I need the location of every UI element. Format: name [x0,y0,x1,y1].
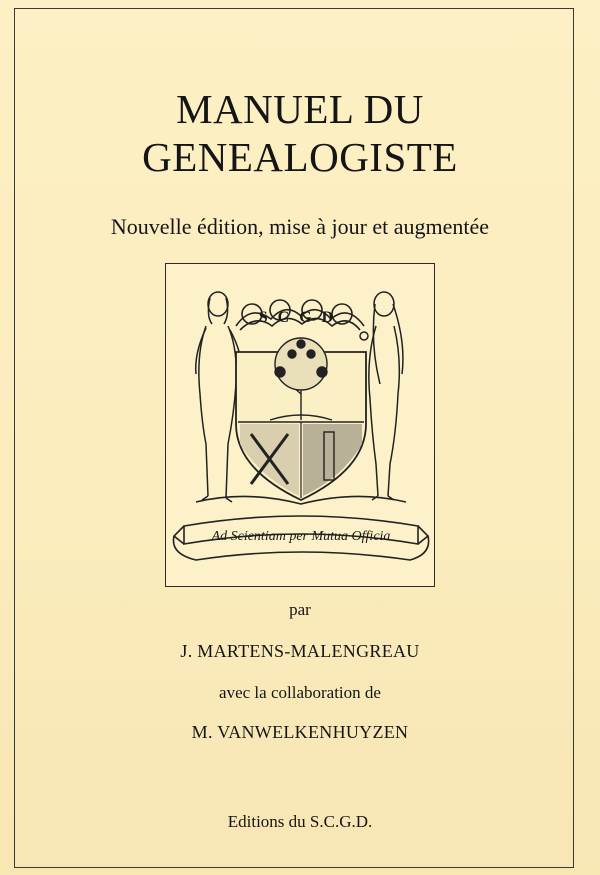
publisher: Editions du S.C.G.D. [227,812,373,831]
coat-of-arms-illustration [166,264,436,588]
subtitle: Nouvelle édition, mise à jour et augmentée [110,214,490,239]
motto-text: Ad Scientiam per Mutua Officia [211,529,391,544]
by-label: par [289,600,311,619]
title-line-2: GENEALOGISTE [142,134,458,180]
author-name: J. MARTENS-MALENGREAU [180,641,420,661]
adam-figure [196,292,241,502]
monogram-text: SCGD [258,309,344,326]
emblem-frame [165,263,435,587]
title-line-1: MANUEL DU [176,86,424,132]
collaboration-label: avec la collaboration de [219,683,381,702]
collaborator-name: M. VANWELKENHUYZEN [191,722,409,742]
